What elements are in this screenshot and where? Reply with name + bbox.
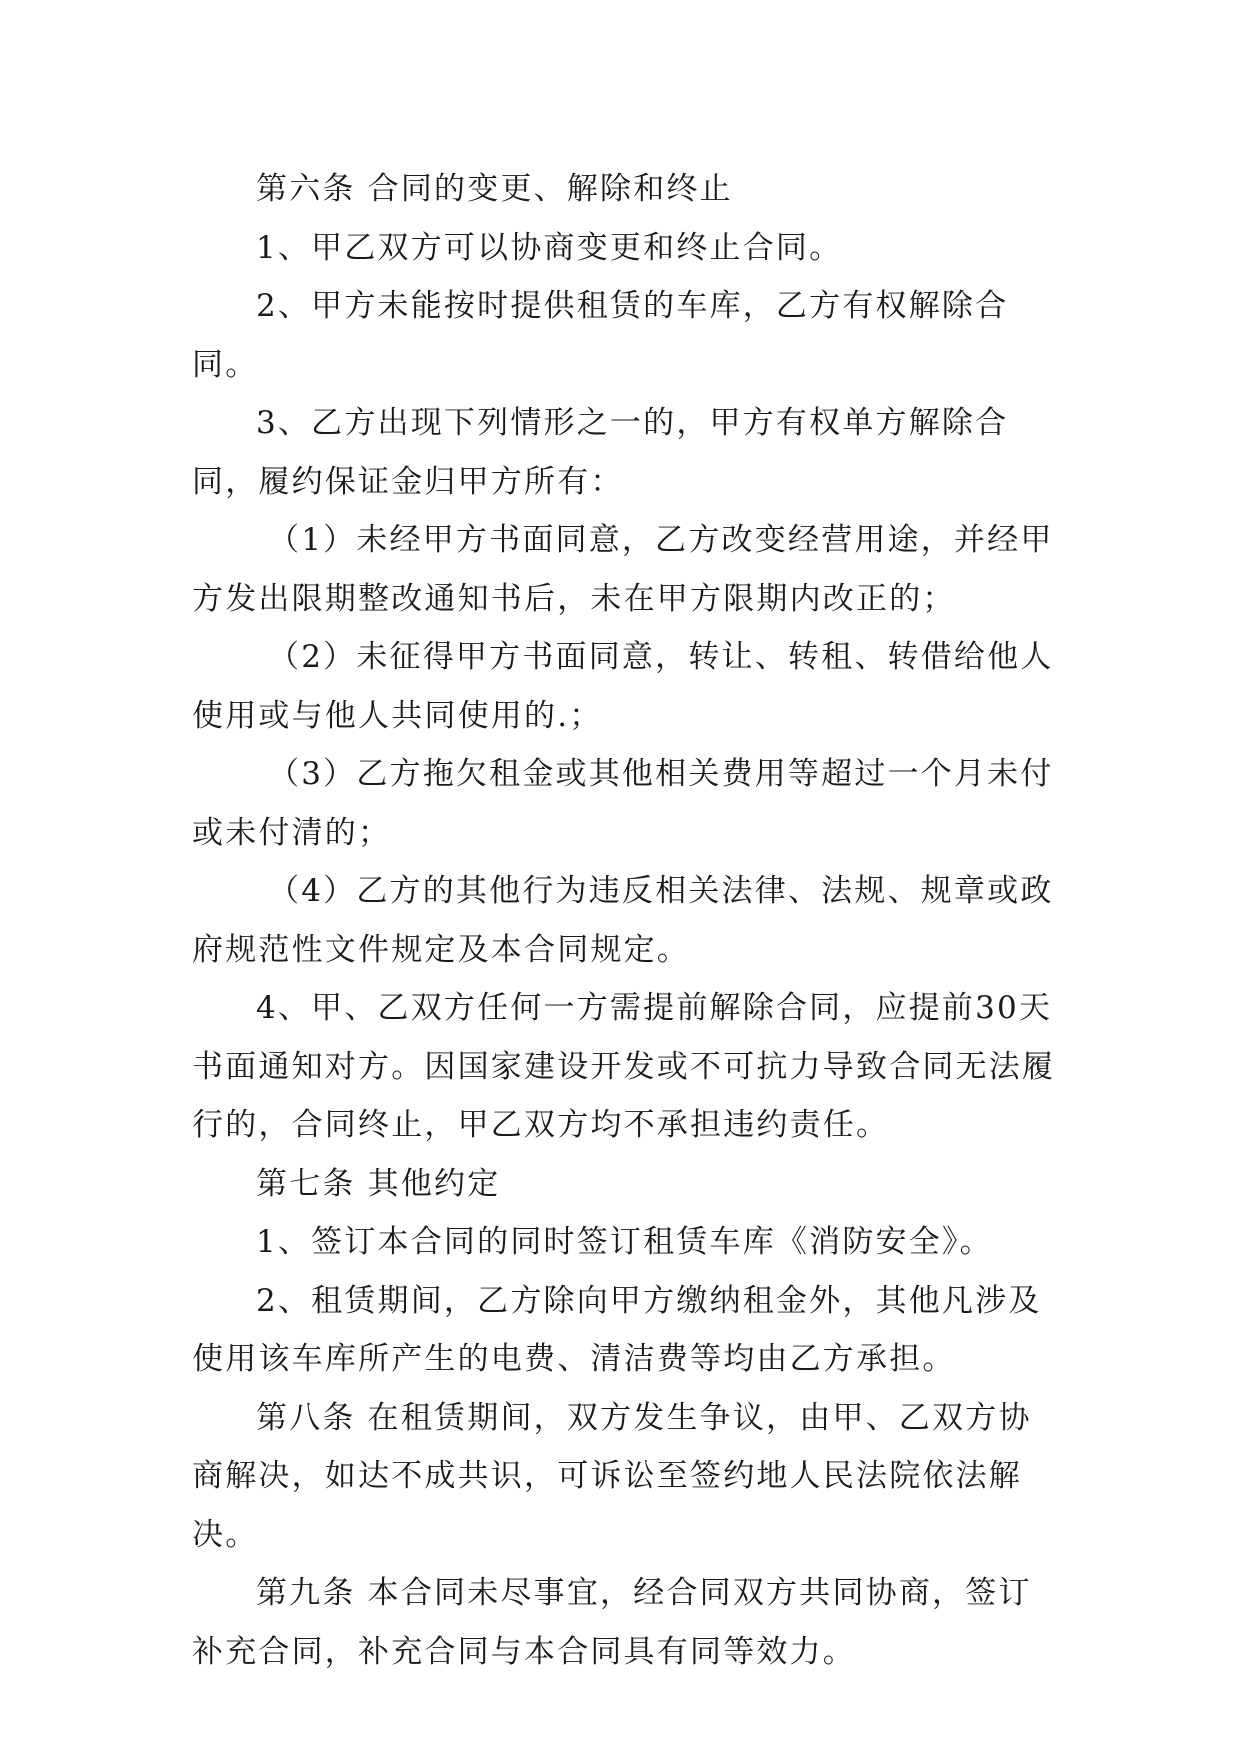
clause-6-2: 2、甲方未能按时提供租赁的车库，乙方有权解除合同。 — [192, 288, 1009, 383]
article-6-heading: 第六条 合同的变更、解除和终止 — [256, 171, 733, 207]
clause-6-1: 1、甲乙双方可以协商变更和终止合同。 — [256, 229, 843, 266]
clause-7-1: 1、签订本合同的同时签订租赁车库《消防安全》。 — [256, 1224, 993, 1260]
article-9: 第九条 本合同未尽事宜，经合同双方共同协商，签订补充合同，补充合同与本合同具有同等效力。 — [192, 1575, 1032, 1670]
clause-6-3-item-2: （2）未征得甲方书面同意，转让、转租、转借给他人使用或与他人共同使用的.； — [192, 639, 1054, 734]
document-body — [192, 160, 1062, 1681]
article-7-heading: 第七条 其他约定 — [256, 1165, 501, 1202]
clause-6-3-item-1: （1）未经甲方书面同意，乙方改变经营用途，并经甲方发出限期整改通知书后，未在甲方限期内改正的； — [192, 522, 1054, 617]
clause-6-3: 3、乙方出现下列情形之一的，甲方有权单方解除合同，履约保证金归甲方所有： — [192, 405, 1009, 500]
clause-6-3-item-4: （4）乙方的其他行为违反相关法律、法规、规章或政府规范性文件规定及本合同规定。 — [192, 873, 1054, 968]
clause-7-2: 2、租赁期间，乙方除向甲方缴纳租金外，其他凡涉及使用该车库所产生的电费、清洁费等均由乙方承担。 — [192, 1282, 1042, 1377]
clause-6-4: 4、甲、乙双方任何一方需提前解除合同，应提前30天书面通知对方。因国家建设开发或不可抗力导致合同无法履行的，合同终止，甲乙双方均不承担违约责任。 — [192, 990, 1056, 1143]
article-8: 第八条 在租赁期间，双方发生争议，由甲、乙双方协商解决，如达不成共识，可诉讼至签约地人民法院依法解决。 — [192, 1399, 1032, 1553]
clause-6-3-item-3: （3）乙方拖欠租金或其他相关费用等超过一个月未付或未付清的； — [192, 756, 1054, 851]
